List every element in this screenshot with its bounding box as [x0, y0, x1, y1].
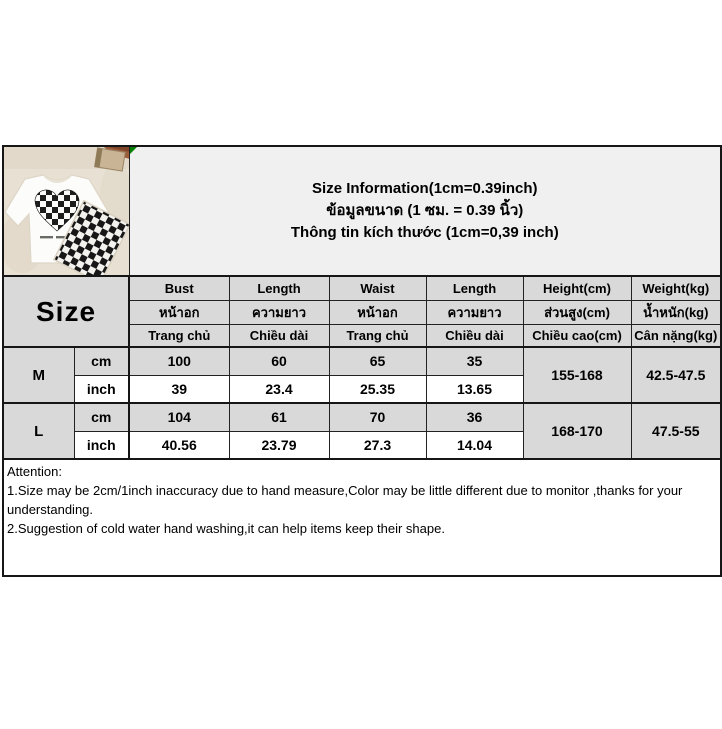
col-header-bust-en: Bust — [129, 276, 229, 300]
value-l-inch-length1: 23.79 — [229, 431, 329, 459]
value-l-cm-bust: 104 — [129, 403, 229, 431]
book-prop — [95, 148, 126, 171]
product-photo-cell — [3, 146, 129, 276]
col-header-waist-th: หน้าอก — [329, 300, 426, 324]
value-m-inch-waist: 25.35 — [329, 375, 426, 403]
unit-label-inch: inch — [74, 431, 129, 459]
col-header-bust-th: หน้าอก — [129, 300, 229, 324]
col-header-length2-en: Length — [426, 276, 523, 300]
attention-line-2: 2.Suggestion of cold water hand washing,it can help items keep their shape. — [7, 521, 445, 536]
value-m-cm-bust: 100 — [129, 347, 229, 375]
value-m-weight: 42.5-47.5 — [631, 347, 721, 403]
title-th: ข้อมูลขนาด (1 ซม. = 0.39 นิ้ว) — [326, 202, 524, 219]
product-photo — [4, 147, 129, 275]
value-l-height: 168-170 — [523, 403, 631, 459]
attention-notes-cell — [3, 459, 721, 576]
col-header-waist-vi: Trang chủ — [329, 324, 426, 347]
value-m-inch-bust: 39 — [129, 375, 229, 403]
col-header-length1-en: Length — [229, 276, 329, 300]
col-header-waist-en: Waist — [329, 276, 426, 300]
attention-heading: Attention: — [7, 464, 62, 479]
size-info-title-cell — [129, 146, 721, 276]
col-header-bust-vi: Trang chủ — [129, 324, 229, 347]
col-header-height-vi: Chiều cao(cm) — [523, 324, 631, 347]
unit-label-cm: cm — [74, 403, 129, 431]
value-l-inch-length2: 14.04 — [426, 431, 523, 459]
col-header-height-en: Height(cm) — [523, 276, 631, 300]
col-header-length1-vi: Chiều dài — [229, 324, 329, 347]
col-header-weight-vi: Cân nặng(kg) — [631, 324, 721, 347]
value-m-cm-length1: 60 — [229, 347, 329, 375]
title-vi: Thông tin kích thước (1cm=0,39 inch) — [290, 224, 559, 241]
value-m-cm-waist: 65 — [329, 347, 426, 375]
col-header-height-th: ส่วนสูง(cm) — [523, 300, 631, 324]
value-m-inch-length2: 13.65 — [426, 375, 523, 403]
unit-label-cm: cm — [74, 347, 129, 375]
value-m-cm-length2: 35 — [426, 347, 523, 375]
value-m-height: 155-168 — [523, 347, 631, 403]
col-header-weight-en: Weight(kg) — [631, 276, 721, 300]
title-en: Size Information(1cm=0.39inch) — [312, 180, 538, 197]
unit-label-inch: inch — [74, 375, 129, 403]
slogan-text — [40, 236, 53, 238]
size-header-label: Size — [3, 276, 129, 347]
value-l-weight: 47.5-55 — [631, 403, 721, 459]
value-l-cm-length2: 36 — [426, 403, 523, 431]
attention-line-1: 1.Size may be 2cm/1inch inaccuracy due to hand measure,Color may be little different due to monitor ,thanks for your understanding. — [7, 483, 683, 517]
size-table — [2, 145, 722, 577]
col-header-length2-th: ความยาว — [426, 300, 523, 324]
value-l-inch-waist: 27.3 — [329, 431, 426, 459]
size-row-label-m: M — [3, 347, 74, 403]
col-header-weight-th: น้ำหนัก(kg) — [631, 300, 721, 324]
value-l-inch-bust: 40.56 — [129, 431, 229, 459]
value-l-cm-waist: 70 — [329, 403, 426, 431]
value-l-cm-length1: 61 — [229, 403, 329, 431]
cell-corner-flag-icon — [130, 147, 137, 154]
value-m-inch-length1: 23.4 — [229, 375, 329, 403]
col-header-length1-th: ความยาว — [229, 300, 329, 324]
size-row-label-l: L — [3, 403, 74, 459]
col-header-length2-vi: Chiều dài — [426, 324, 523, 347]
